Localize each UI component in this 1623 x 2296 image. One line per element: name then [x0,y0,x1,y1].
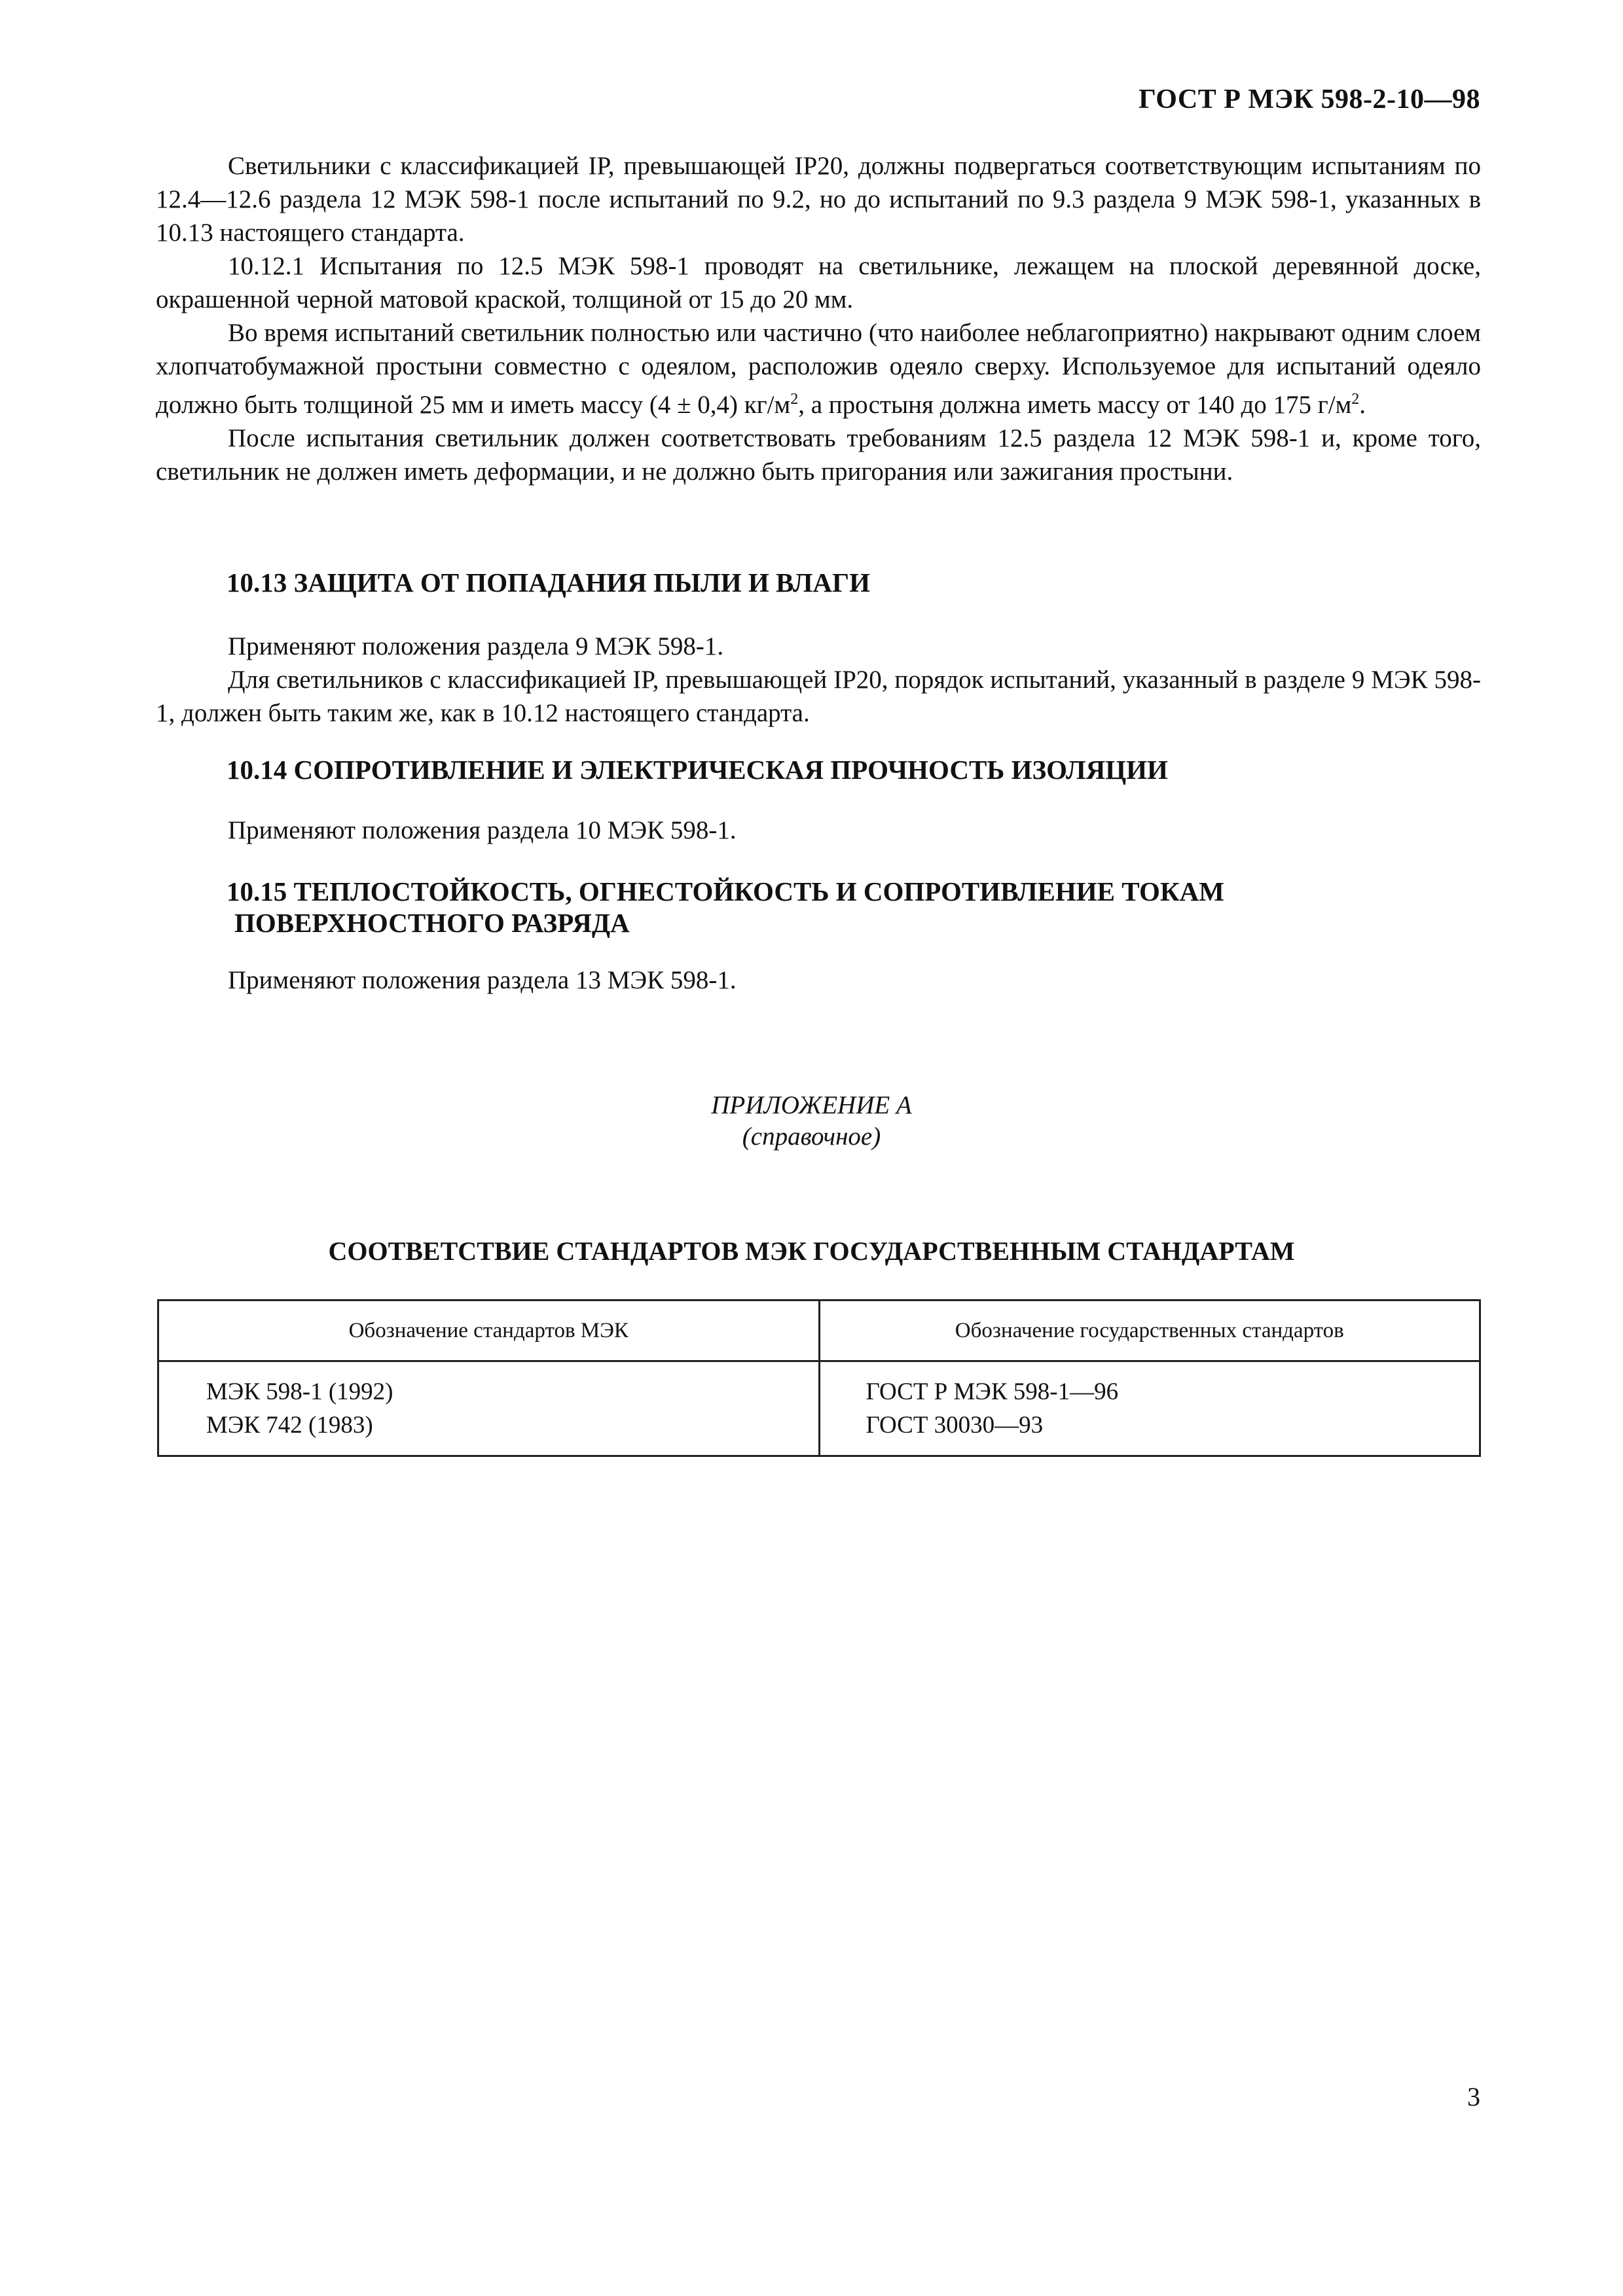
section-number: 10.14 [227,755,287,785]
column-header-gost: Обозначение государственных стандартов [819,1300,1480,1361]
section-number: 10.13 [227,567,287,598]
section-paragraph: Для светильников с классификацией IP, превышающей IP20, порядок испытаний, указанный в разделе 9 МЭК 598-1, должен быть таким же, как в 10.12 настоящего стандарта. [156,666,1481,727]
section-paragraph: Применяют положения раздела 10 МЭК 598-1. [228,816,737,844]
column-header-iec: Обозначение стандартов МЭК [158,1300,820,1361]
section-paragraph: Применяют положения раздела 9 МЭК 598-1. [228,632,724,660]
intro-paragraph: Светильники с классификацией IP, превышающей IP20, должны подвергаться соответствующим испытаниям по 12.4—12.6 раздела 12 МЭК 598-1 после испытаний по 9.2, но до испытаний по 9.3 раздела 9 МЭК 598-1, указанных в 10.13 настоящего стандарта. [156,152,1481,247]
section-title: ЗАЩИТА ОТ ПОПАДАНИЯ ПЫЛИ И ВЛАГИ [293,567,870,598]
section-title: СОПРОТИВЛЕНИЕ И ЭЛЕКТРИЧЕСКАЯ ПРОЧНОСТЬ ИЗОЛЯЦИИ [293,755,1168,785]
section-heading [227,567,1470,598]
document-code-header: ГОСТ Р МЭК 598-2-10—98 [1139,84,1480,115]
appendix-table-title: СООТВЕТСТВИЕ СТАНДАРТОВ МЭК ГОСУДАРСТВЕННЫМ СТАНДАРТАМ [328,1236,1295,1266]
section-body [156,814,1481,847]
appendix-note: (справочное) [742,1122,881,1151]
section-body [156,963,1481,997]
iec-standard: МЭК 742 (1983) [206,1412,373,1439]
superscript: 2 [790,391,799,408]
table-header-row [158,1300,1480,1361]
section-number: 10.15 [227,876,287,906]
section-paragraph: Применяют положения раздела 13 МЭК 598-1. [228,966,737,994]
appendix-label: ПРИЛОЖЕНИЕ А [711,1091,912,1119]
iec-standard: МЭК 598-1 (1992) [206,1378,393,1405]
intro-paragraph: 10.12.1 Испытания по 12.5 МЭК 598-1 проводят на светильнике, лежащем на плоской деревянной доске, окрашенной черной матовой краской, толщиной от 15 до 20 мм. [156,252,1481,314]
page-number: 3 [1467,2082,1480,2111]
intro-paragraph: После испытания светильник должен соответствовать требованиям 12.5 раздела 12 МЭК 598-1 и, кроме того, светильник не должен иметь деформации, и не должно быть пригорания или зажигания простыни. [156,424,1481,486]
gost-standards-cell [819,1361,1480,1456]
standards-correspondence-table [157,1299,1481,1457]
section-body [156,630,1481,730]
gost-standard: ГОСТ Р МЭК 598-1—96 [866,1378,1119,1405]
section-title-line-1: ТЕПЛОСТОЙКОСТЬ, ОГНЕСТОЙКОСТЬ И СОПРОТИВЛЕНИЕ ТОКАМ [293,876,1224,906]
intro-paragraph: Во время испытаний светильник полностью или частично (что наиболее неблагоприятно) накрывают одним слоем хлопчатобумажной простыни совместно с одеялом, расположив одеяло сверху. Используемое для испытаний одеяло должно быть толщиной 25 мм и иметь массу (4 ± 0,4) $кг/м^2$, а простыня должна иметь массу от 140 до 175 $г/м^2$. [156,319,1481,419]
section-heading [227,876,1470,939]
section-heading [227,754,1470,785]
table-row [158,1361,1480,1456]
intro-text-block [156,149,1481,488]
superscript: 2 [1351,391,1360,408]
gost-standard: ГОСТ 30030—93 [866,1412,1044,1439]
iec-standards-cell [158,1361,820,1456]
section-title-line-2: ПОВЕРХНОСТНОГО РАЗРЯДА [234,908,630,938]
